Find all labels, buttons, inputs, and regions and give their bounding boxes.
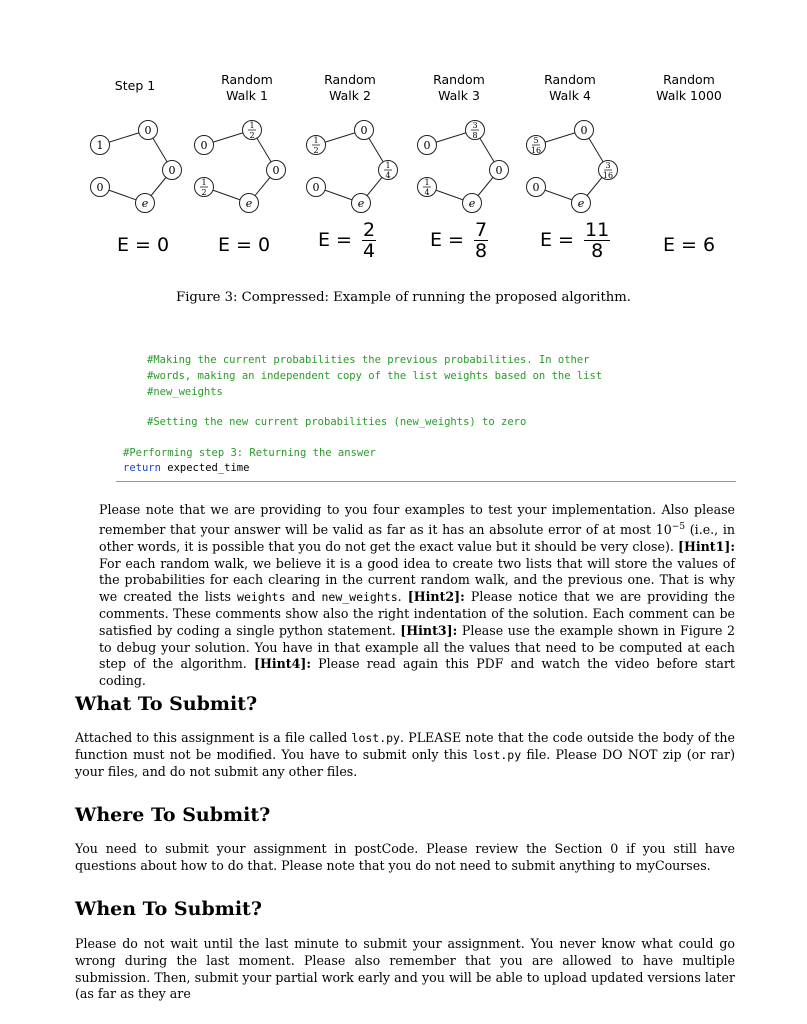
node-label-numerator: 1 [385, 161, 391, 170]
node-label-denominator: 4 [385, 171, 391, 180]
equation-walk-1000: E = 6 [663, 234, 716, 256]
section-heading-when-to-submit: When To Submit? [75, 898, 262, 920]
what-to-submit-paragraph: Attached to this assignment is a file called lost.py. PLEASE note that the code outside the body of the function must not be modified. You have to submit only this lost.py file. Please DO NOT zip (or rar) your files, and do not submit any other files. [75, 730, 735, 779]
node-label-numerator: 1 [313, 136, 319, 145]
node-label: e [357, 197, 365, 210]
code-divider [116, 481, 736, 482]
equation-walk-4: E = $\frac{11}{8}$ [540, 219, 610, 262]
section-heading-what-to-submit: What To Submit? [75, 693, 258, 715]
node-label-denominator: 2 [249, 131, 255, 140]
graph-walk-0 [91, 121, 182, 213]
code-comment-line: #Performing step 3: Returning the answer [123, 447, 376, 459]
column-title-walk-2: Random Walk 2 [324, 72, 376, 103]
column-title-walk-1000: Random Walk 1000 [656, 72, 722, 103]
node-label: e [577, 197, 585, 210]
node-label: 0 [272, 164, 280, 177]
equation-step-1: E = 0 [117, 234, 170, 256]
node-label-denominator: 8 [472, 131, 478, 140]
node-label-denominator: 2 [201, 188, 207, 197]
node-label: 0 [532, 181, 540, 194]
node-label-numerator: 1 [249, 121, 255, 130]
code-keyword: return [123, 462, 161, 474]
node-label: 0 [423, 139, 431, 152]
where-to-submit-paragraph: You need to submit your assignment in postCode. Please review the Section 0 if you still have questions about how to do that. Please note that you do not need to submit anything to myCourses. [75, 841, 735, 873]
node-label: 0 [360, 124, 368, 137]
node-label-numerator: 3 [472, 121, 478, 130]
graph-walk-2 [307, 121, 398, 213]
node-label: e [468, 197, 476, 210]
node-label: 0 [200, 139, 208, 152]
node-label-denominator: 4 [424, 188, 430, 197]
node-label-denominator: 2 [313, 146, 319, 155]
instructions-paragraph: Please note that we are providing to you four examples to test your implementation. Also please remember that your answer will be valid as far as it has an absolute error of at most $10^{-5}$ (i.e., in other words, it is possible that you do not get the exact value but it should be very close). [Hint1]: For each random walk, we believe it is a good idea to create two lists that will store the values of the probabilities for each clearing in the current random walk, and the previous one. That is why we created the lists weights and new_weights. [Hint2]: Please notice that we are providing the comments. These comments show also the right indentation of the solution. Each comment can be satisfied by coding a single python statement. [Hint3]: Please use the example shown in Figure 2 to debug your solution. You have in that example all the values that need to be computed at each step of the algorithm. [Hint4]: Please read again this PDF and watch the video before start coding. [99, 502, 736, 689]
node-label: e [245, 197, 253, 210]
node-label-numerator: 1 [201, 178, 207, 187]
node-label: 0 [312, 181, 320, 194]
node-label: 0 [144, 124, 152, 137]
figure-caption: Figure 3: Compressed: Example of running the proposed algorithm. [176, 290, 631, 305]
graph-walk-3 [418, 121, 509, 213]
section-heading-where-to-submit: Where To Submit? [75, 804, 271, 826]
node-label-numerator: 5 [533, 136, 539, 145]
node-label-numerator: 3 [605, 161, 611, 170]
code-comment-line: #Making the current probabilities the previous probabilities. In other [147, 354, 590, 366]
code-comment-line: #new_weights [147, 386, 223, 398]
code-comment-line: #words, making an independent copy of the list weights based on the list [147, 370, 603, 382]
equation-walk-1: E = 0 [218, 234, 271, 256]
code-return-line: return expected_time [123, 462, 250, 474]
column-title-walk-3: Random Walk 3 [433, 72, 485, 103]
equation-walk-3: E = $\frac{7}{8}$ [430, 219, 488, 262]
node-label: e [141, 197, 149, 210]
node-label-denominator: 16 [602, 171, 614, 180]
equation-walk-2: E = $\frac{2}{4}$ [318, 219, 376, 262]
graph-walk-4 [527, 121, 618, 213]
column-title-step-1: Step 1 [114, 78, 156, 93]
node-label: 0 [168, 164, 176, 177]
when-to-submit-paragraph: Please do not wait until the last minute to submit your assignment. You never know what could go wrong during the last moment. Please also remember that you are allowed to have multiple submission. Then, submit your partial work early and you will be able to upload updated versions later (as far as they are [75, 936, 735, 1002]
node-label: 1 [96, 139, 104, 152]
column-title-walk-1: Random Walk 1 [221, 72, 273, 103]
column-title-walk-4: Random Walk 4 [544, 72, 596, 103]
node-label-numerator: 1 [424, 178, 430, 187]
figure-3 [0, 60, 807, 300]
code-comment-line: #Setting the new current probabilities (new_weights) to zero [147, 416, 527, 428]
node-label: 0 [580, 124, 588, 137]
node-label: 0 [495, 164, 503, 177]
node-label: 0 [96, 181, 104, 194]
node-label-denominator: 16 [530, 146, 542, 155]
graph-walk-1 [195, 121, 286, 213]
